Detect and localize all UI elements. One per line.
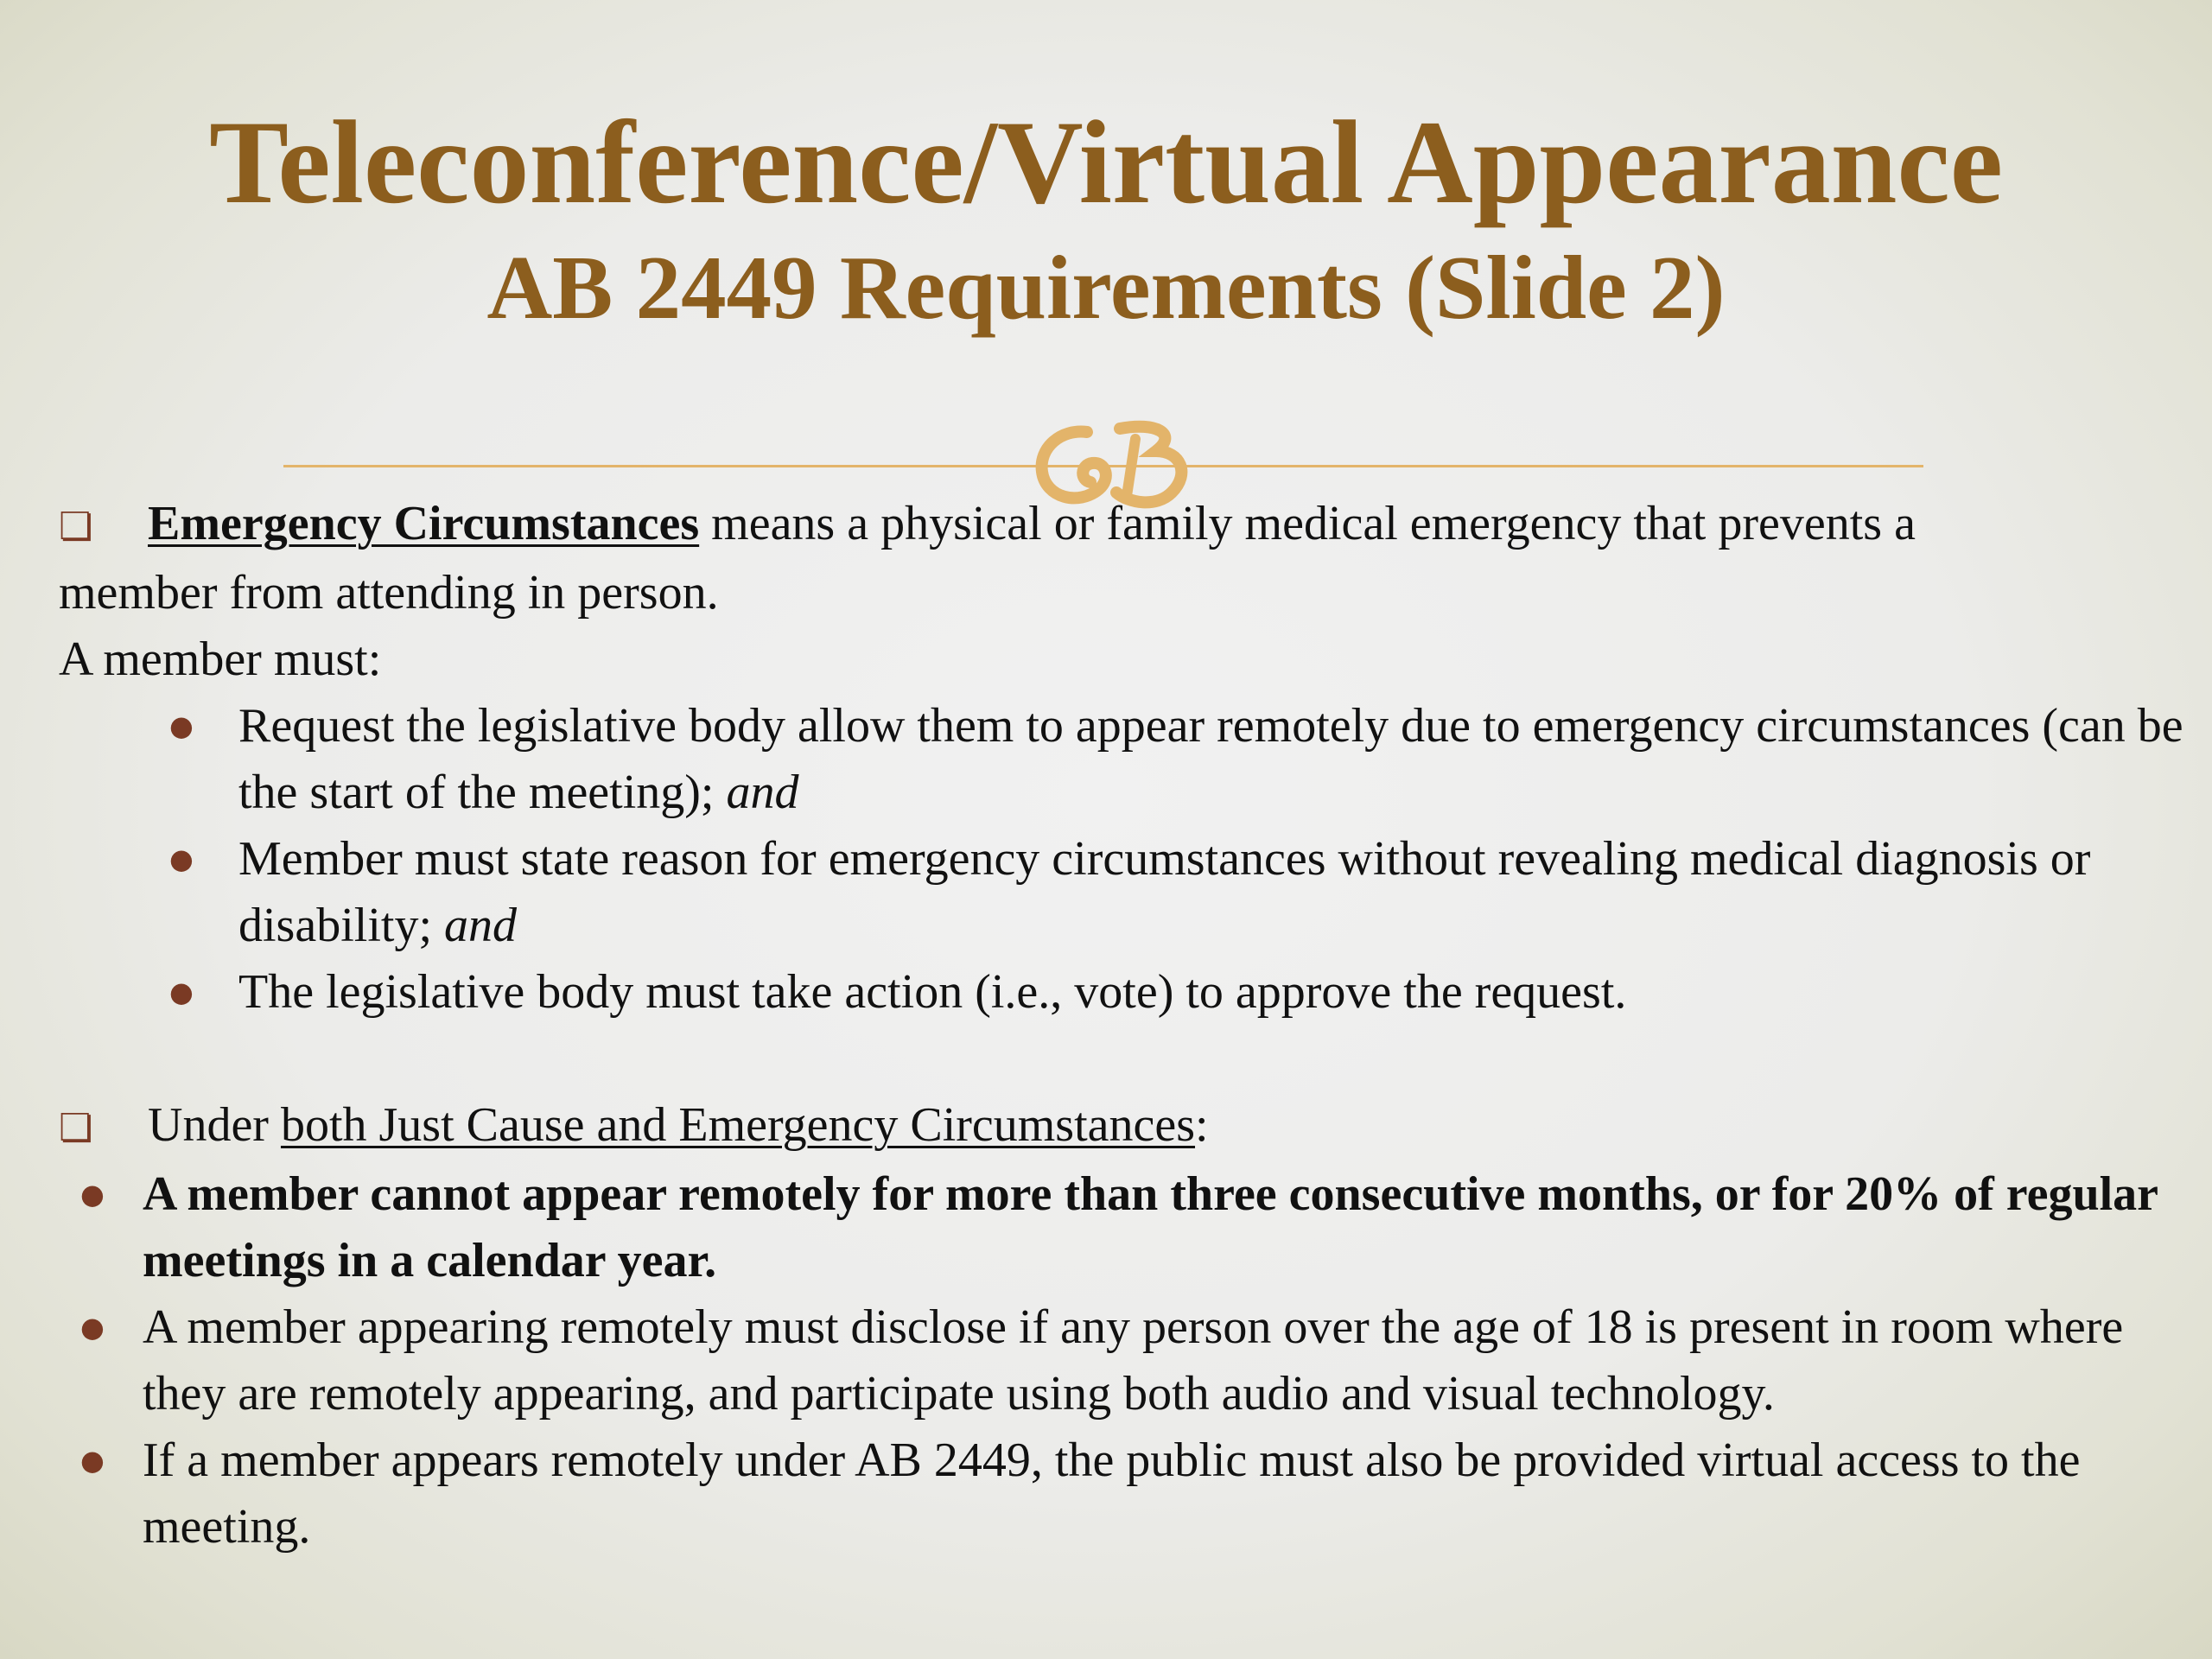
- shared-requirements-list: [59, 1161, 2184, 1560]
- slide-title: Teleconference/Virtual Appearance: [209, 96, 2003, 228]
- bullet-icon: ●: [80, 1178, 105, 1211]
- list-item: ● A member appearing remotely must disclose if any person over the age of 18 is present in room where they are remotely appearing, and participate using both audio and visual technology.: [143, 1294, 2184, 1427]
- bullet-icon: ●: [169, 709, 194, 742]
- emergency-requirements-list: [59, 693, 2184, 1026]
- both-circumstances-heading: ❏ Under both Just Cause and Emergency Circumstances:: [59, 1092, 2184, 1161]
- list-item: ● Member must state reason for emergency circumstances without revealing medical diagnosis or disability; and: [238, 826, 2184, 959]
- member-must-intro: A member must:: [59, 632, 382, 686]
- emergency-term: Emergency Circumstances: [148, 497, 700, 550]
- emergency-definition-continued: member from attending in person.: [59, 566, 719, 620]
- emergency-definition: [59, 491, 2184, 626]
- list-item: ● Request the legislative body allow them to appear remotely due to emergency circumstances (can be the start of the meeting); and: [238, 693, 2184, 826]
- bullet-icon: ●: [169, 976, 194, 1008]
- list-item: ● If a member appears remotely under AB 2449, the public must also be provided virtual access to the meeting.: [143, 1427, 2184, 1560]
- emergency-definition-text: means a physical or family medical emergency that prevents a: [699, 497, 1916, 550]
- slide-body: [59, 491, 2184, 1560]
- list-item: ● The legislative body must take action (i.e., vote) to approve the request.: [238, 959, 2184, 1026]
- list-item: ● A member cannot appear remotely for more than three consecutive months, or for 20% of regular meetings in a calendar year.: [143, 1161, 2184, 1294]
- bullet-icon: ●: [80, 1444, 105, 1477]
- scroll-bullet-icon: ❏: [59, 1106, 93, 1150]
- bullet-icon: ●: [80, 1311, 105, 1344]
- scroll-bullet-icon: ❏: [59, 505, 93, 549]
- bullet-icon: ●: [169, 842, 194, 875]
- slide-subtitle: AB 2449 Requirements (Slide 2): [486, 237, 1726, 338]
